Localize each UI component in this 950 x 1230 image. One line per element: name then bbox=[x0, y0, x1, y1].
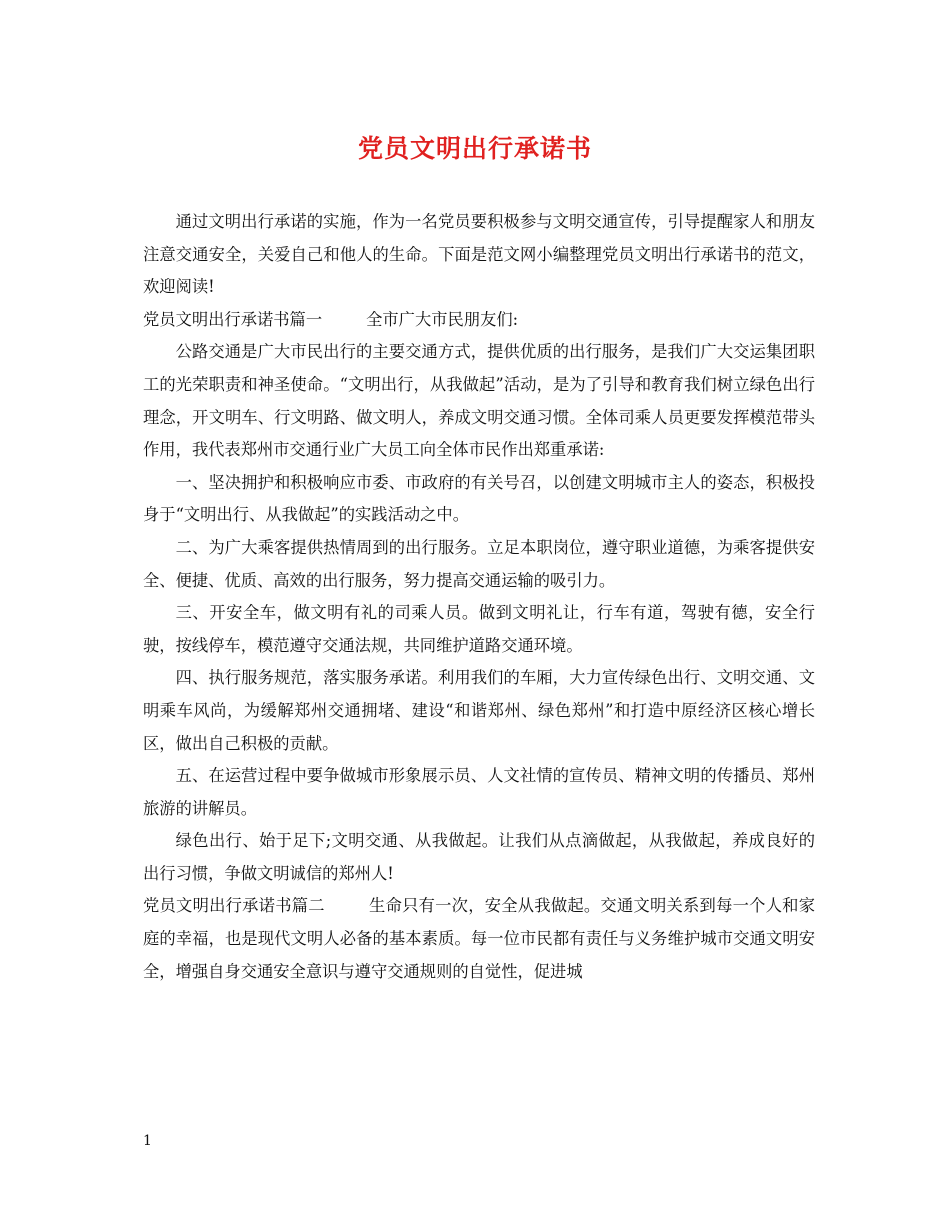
pledge-item-3: 三、开安全车，做文明有礼的司乘人员。做到文明礼让，行车有道，驾驶有德，安全行驶，按线停车，模范遵守交通法规，共同维护道路交通环境。 bbox=[143, 603, 815, 655]
body-paragraph: 公路交通是广大市民出行的主要交通方式，提供优质的出行服务，是我们广大交运集团职工的光荣职责和神圣使命。“文明出行，从我做起”活动，是为了引导和教育我们树立绿色出行理念，开文明车、行文明路、做文明人，养成文明交通习惯。全体司乘人员更要发挥模范带头作用，我代表郑州市交通行业广大员工向全体市民作出郑重承诺: bbox=[143, 342, 815, 460]
intro-paragraph: 通过文明出行承诺的实施，作为一名党员要积极参与文明交通宣传，引导提醒家人和朋友注意交通安全，关爱自己和他人的生命。下面是范文网小编整理党员文明出行承诺书的范文，欢迎阅读! bbox=[143, 212, 815, 297]
section-1-line bbox=[143, 304, 815, 337]
section-2-paragraph bbox=[143, 890, 815, 988]
document-title: 党员文明出行承诺书 bbox=[357, 134, 592, 163]
section-2-heading: 党员文明出行承诺书篇二 bbox=[143, 896, 325, 916]
section-1-heading: 党员文明出行承诺书篇一 bbox=[143, 309, 323, 329]
pledge-item-4: 四、执行服务规范，落实服务承诺。利用我们的车厢，大力宣传绿色出行、文明交通、文明乘车风尚，为缓解郑州交通拥堵、建设“和谐郑州、绿色郑州”和打造中原经济区核心增长区，做出自己积极的贡献。 bbox=[143, 668, 815, 753]
section-1-salutation: 全市广大市民朋友们: bbox=[366, 309, 519, 329]
page-number: 1 bbox=[143, 1133, 152, 1149]
pledge-item-1: 一、坚决拥护和积极响应市委、市政府的有关号召，以创建文明城市主人的姿态，积极投身于“文明出行、从我做起”的实践活动之中。 bbox=[143, 472, 815, 525]
pledge-item-2: 二、为广大乘客提供热情周到的出行服务。立足本职岗位，遵守职业道德，为乘客提供安全、便捷、优质、高效的出行服务，努力提高交通运输的吸引力。 bbox=[143, 537, 815, 590]
document-body bbox=[143, 206, 815, 988]
pledge-item-5: 五、在运营过程中要争做城市形象展示员、人文社情的宣传员、精神文明的传播员、郑州旅游的讲解员。 bbox=[143, 766, 815, 818]
section-2-text: 生命只有一次，安全从我做起。交通文明关系到每一个人和家庭的幸福，也是现代文明人必备的基本素质。每一位市民都有责任与义务维护城市交通文明安全，增强自身交通安全意识与遵守交通规则的自觉性，促进城 bbox=[143, 896, 815, 981]
closing-paragraph: 绿色出行、始于足下;文明交通、从我做起。让我们从点滴做起，从我做起，养成良好的出行习惯，争做文明诚信的郑州人! bbox=[143, 831, 815, 883]
